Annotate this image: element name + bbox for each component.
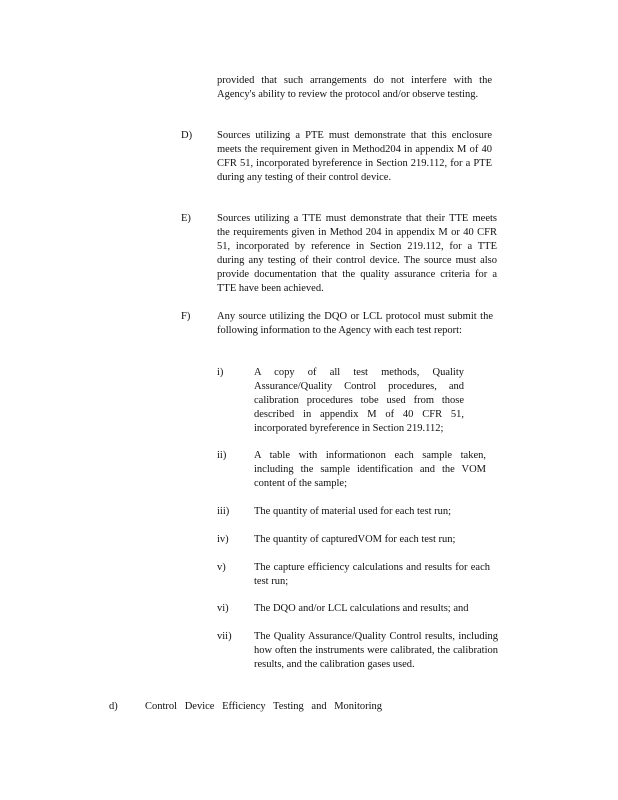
- item-text-e: Sources utilizing a TTE must demonstrate that their TTE meets the requirements given in Method 204 in appendix M or 40 CFR 51, incorporated by reference in Section 219.112, for a TTE during any testing of their control device. The source must also provide documentation that the quality assurance criteria for a TTE have been achieved.: [217, 213, 497, 294]
- subitem-label-i: i): [217, 367, 224, 378]
- subitem-text-iv: The quantity of capturedVOM for each test run;: [254, 534, 456, 545]
- subitem-label-iii: iii): [217, 506, 230, 517]
- subitem-text-vi: The DQO and/or LCL calculations and results; and: [254, 603, 469, 614]
- subitem-text-i: A copy of all test methods, Quality Assurance/Quality Control procedures, and calibration procedures tobe used from those described in appendix M of 40 CFR 51, incorporated byreference in Section 219.112;: [254, 367, 464, 434]
- item-text-d: Sources utilizing a PTE must demonstrate that this enclosure meets the requirement given in Method204 in appendix M of 40 CFR 51, incorporated byreference in Section 219.112, for a PTE during any testing of their control device.: [217, 130, 492, 183]
- item-label-f: F): [181, 311, 191, 322]
- item-label-d: D): [181, 130, 193, 141]
- item-text-f: Any source utilizing the DQO or LCL protocol must submit the following information to the Agency with each test report:: [217, 311, 493, 336]
- subitem-label-ii: ii): [217, 450, 227, 461]
- subitem-label-iv: iv): [217, 534, 229, 545]
- continuation-paragraph: provided that such arrangements do not interfere with the Agency's ability to review the protocol and/or observe testing.: [217, 75, 492, 100]
- subitem-label-v: v): [217, 562, 226, 573]
- subitem-text-iii: The quantity of material used for each test run;: [254, 506, 452, 517]
- section-heading: Control Device Efficiency Testing and Monitoring: [145, 701, 383, 712]
- subitem-text-ii: A table with informationon each sample taken, including the sample identification and the VOM content of the sample;: [254, 450, 486, 489]
- subitem-label-vii: vii): [217, 631, 232, 642]
- subitem-label-vi: vi): [217, 603, 229, 614]
- section-label-d: d): [109, 701, 118, 712]
- subitem-text-v: The capture efficiency calculations and results for each test run;: [254, 562, 490, 587]
- subitem-text-vii: The Quality Assurance/Quality Control results, including how often the instruments were calibrated, the calibration results, and the calibration gases used.: [254, 631, 498, 670]
- item-label-e: E): [181, 213, 191, 224]
